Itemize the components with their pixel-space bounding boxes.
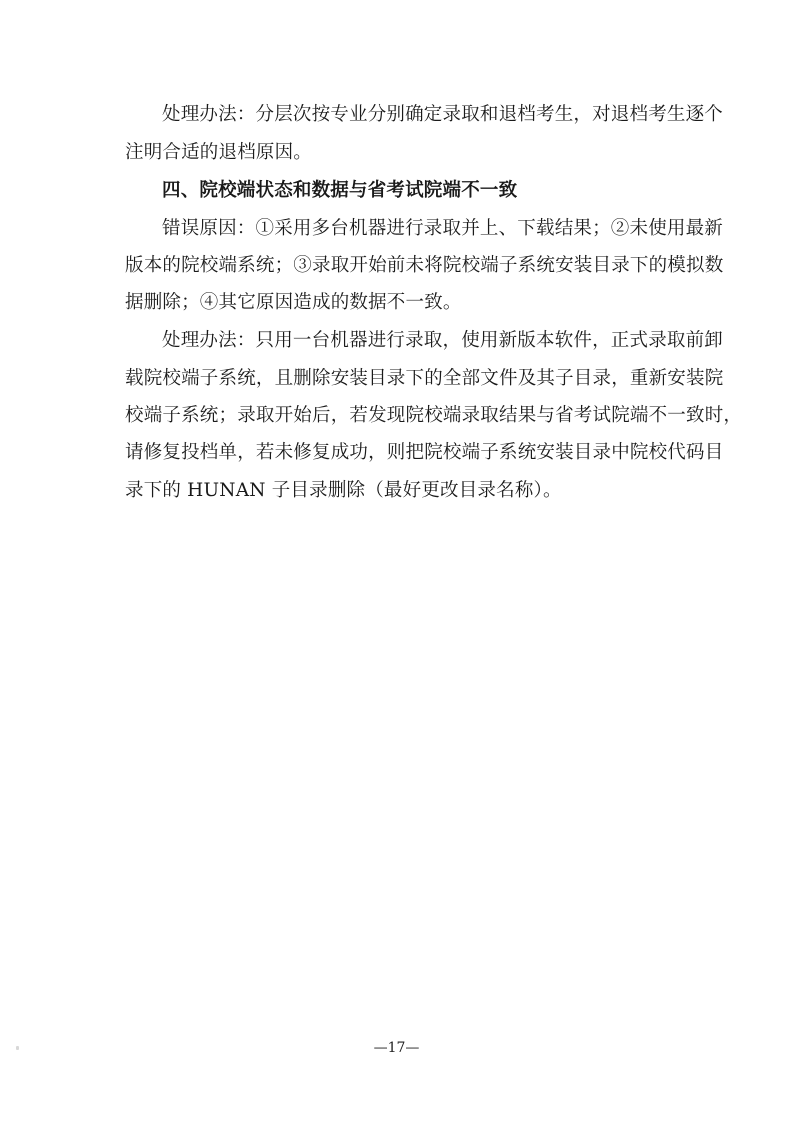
paragraph-3-line-1: 处理办法：只用一台机器进行录取，使用新版本软件，正式录取前卸	[162, 330, 724, 351]
paragraph-3-line-2: 载院校端子系统，且删除安装目录下的全部文件及其子目录，重新安装院	[125, 368, 724, 389]
paragraph-3-line-3: 校端子系统；录取开始后，若发现院校端录取结果与省考试院端不一致时，	[125, 405, 743, 426]
paragraph-2-line-1: 错误原因：①采用多台机器进行录取并上、下载结果；②未使用最新	[162, 218, 724, 239]
paragraph-3-line-5: 录下的 HUNAN 子目录删除（最好更改目录名称）。	[125, 480, 562, 501]
paragraph-1-line-1: 处理办法：分层次按专业分别确定录取和退档考生，对退档考生逐个	[162, 104, 724, 125]
section-heading: 四、院校端状态和数据与省考试院端不一致	[162, 180, 518, 201]
paragraph-2-line-2: 版本的院校端系统；③录取开始前未将院校端子系统安装目录下的模拟数	[125, 255, 724, 276]
page-number: —17—	[373, 1040, 420, 1056]
paragraph-2-line-3: 据删除；④其它原因造成的数据不一致。	[125, 292, 462, 313]
paragraph-3-line-4: 请修复投档单，若未修复成功，则把院校端子系统安装目录中院校代码目	[125, 442, 724, 463]
paragraph-1-line-2: 注明合适的退档原因。	[125, 142, 313, 163]
